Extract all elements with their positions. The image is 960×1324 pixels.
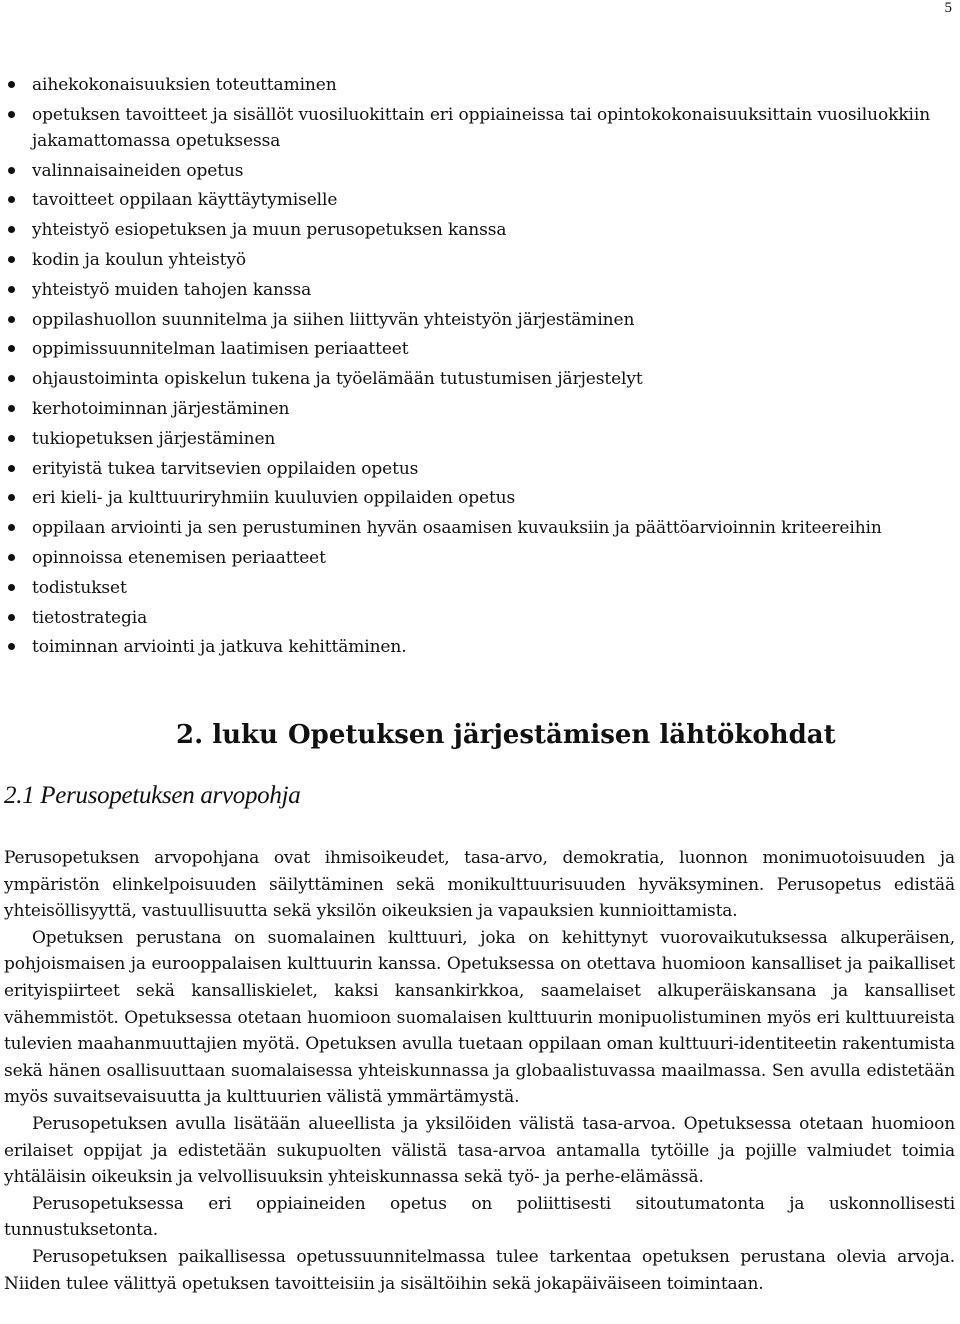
list-item-text: todistukset: [32, 577, 127, 598]
list-item-text: opetuksen tavoitteet ja sisällöt vuosiluokittain eri oppiaineissa tai opintokokonaisuuksittain vuosiluokkiin jakamattomassa opetuksessa: [32, 104, 931, 151]
section-heading: 2.1 Perusopetuksen arvopohja: [4, 782, 301, 809]
list-item-text: kodin ja koulun yhteistyö: [32, 249, 247, 270]
list-item-text: tukiopetuksen järjestäminen: [32, 428, 276, 449]
bullet-icon: [8, 405, 15, 412]
list-item: [0, 158, 950, 184]
bullet-icon: [8, 375, 15, 382]
bullet-icon: [8, 614, 15, 621]
bullet-icon: [8, 111, 15, 118]
list-item: [0, 102, 950, 154]
list-item: [0, 217, 950, 243]
list-item: [0, 426, 950, 452]
page-number: 5: [944, 0, 952, 16]
list-item-text: oppilaan arviointi ja sen perustuminen hyvän osaamisen kuvauksiin ja päättöarvioinnin kriteereihin: [32, 518, 882, 539]
list-item: [0, 605, 950, 631]
bullet-icon: [8, 524, 15, 531]
list-item-text: yhteistyö esiopetuksen ja muun perusopetuksen kanssa: [32, 220, 507, 241]
bullet-icon: [8, 345, 15, 352]
bullet-icon: [8, 196, 15, 203]
body-text: [4, 845, 955, 1297]
list-item-text: ohjaustoiminta opiskelun tukena ja työelämään tutustumisen järjestelyt: [32, 369, 643, 390]
list-item-text: valinnaisaineiden opetus: [32, 160, 244, 181]
list-item-text: opinnoissa etenemisen periaatteet: [32, 547, 326, 568]
list-item-text: toiminnan arviointi ja jatkuva kehittäminen.: [32, 637, 407, 658]
list-item-text: erityistä tukea tarvitsevien oppilaiden opetus: [32, 458, 419, 479]
list-item: [0, 634, 950, 660]
chapter-title: Opetuksen järjestämisen lähtökohdat: [288, 720, 836, 750]
bullet-icon: [8, 167, 15, 174]
list-item: [0, 336, 950, 362]
list-item-text: kerhotoiminnan järjestäminen: [32, 398, 290, 419]
bullet-icon: [8, 256, 15, 263]
list-item: [0, 366, 950, 392]
list-item: [0, 307, 950, 333]
paragraph: Perusopetuksessa eri oppiaineiden opetus on poliittisesti sitoutumatonta ja uskonnollisesti tunnustuksetonta.: [4, 1193, 955, 1241]
paragraph: Perusopetuksen arvopohjana ovat ihmisoikeudet, tasa-arvo, demokratia, luonnon monimuotoisuuden ja ympäristön elinkelpoisuuden säilyttäminen sekä monikulttuurisuuden hyväksyminen. Perusopetus edistää yhteisöllisyyttä, vastuullisuutta sekä yksilön oikeuksien ja vapauksien kunnioittamista.: [4, 848, 955, 922]
bullet-icon: [8, 643, 15, 650]
list-item-text: oppilashuollon suunnitelma ja siihen liittyvän yhteistyön järjestäminen: [32, 309, 635, 330]
list-item: [0, 277, 950, 303]
list-item-text: eri kieli- ja kulttuuriryhmiin kuuluvien oppilaiden opetus: [32, 488, 516, 509]
bullet-icon: [8, 494, 15, 501]
bullet-icon: [8, 226, 15, 233]
bullet-icon: [8, 554, 15, 561]
list-item: [0, 575, 950, 601]
paragraph: Perusopetuksen paikallisessa opetussuunnitelmassa tulee tarkentaa opetuksen perustana olevia arvoja. Niiden tulee välittyä opetuksen tavoitteisiin ja sisältöihin sekä jokapäiväiseen toimintaan.: [4, 1246, 955, 1294]
bullet-icon: [8, 435, 15, 442]
paragraph: Opetuksen perustana on suomalainen kulttuuri, joka on kehittynyt vuorovaikutuksessa alkuperäisen, pohjoismaisen ja eurooppalaisen kulttuurin kanssa. Opetuksessa on otettava huomioon kansalliset ja paikalliset erityispiirteet sekä kansalliskielet, kaksi kansankirkkoa, saamelaiset alkuperäiskansana ja kansalliset vähemmistöt. Opetuksessa otetaan huomioon suomalaisen kulttuurin monipuolistuminen myös eri kulttuureista tulevien maahanmuuttajien myötä. Opetuksen avulla tuetaan oppilaan oman kulttuuri-identiteetin rakentumista sekä hänen osallisuuttaan suomalaisessa yhteiskunnassa ja globaalistuvassa maailmassa. Sen avulla edistetään myös suvaitsevaisuutta ja kulttuurien välistä ymmärtämystä.: [4, 927, 955, 1108]
list-item: [0, 396, 950, 422]
bullet-list: [0, 72, 950, 664]
list-item-text: tavoitteet oppilaan käyttäytymiselle: [32, 190, 338, 211]
chapter-heading: [176, 720, 836, 750]
list-item: [0, 485, 950, 511]
paragraph: Perusopetuksen avulla lisätään alueellista ja yksilöiden välistä tasa-arvoa. Opetuksessa otetaan huomioon erilaiset oppijat ja edistetään sukupuolten välistä tasa-arvoa antamalla tytöille ja pojille valmiudet toimia yhtäläisin oikeuksin ja velvollisuuksin yhteiskunnassa sekä työ- ja perhe-elämässä.: [4, 1113, 955, 1188]
list-item: [0, 456, 950, 482]
list-item: [0, 72, 950, 98]
bullet-icon: [8, 316, 15, 323]
list-item-text: tietostrategia: [32, 607, 148, 628]
list-item: [0, 187, 950, 213]
bullet-icon: [8, 584, 15, 591]
list-item-text: aihekokonaisuuksien toteuttaminen: [32, 75, 337, 95]
chapter-number: 2. luku: [176, 720, 278, 750]
list-item-text: oppimissuunnitelman laatimisen periaatteet: [32, 339, 409, 360]
list-item: [0, 515, 950, 541]
bullet-icon: [8, 465, 15, 472]
bullet-icon: [8, 81, 15, 88]
list-item: [0, 247, 950, 273]
bullet-icon: [8, 286, 15, 293]
list-item-text: yhteistyö muiden tahojen kanssa: [32, 279, 312, 300]
list-item: [0, 545, 950, 571]
